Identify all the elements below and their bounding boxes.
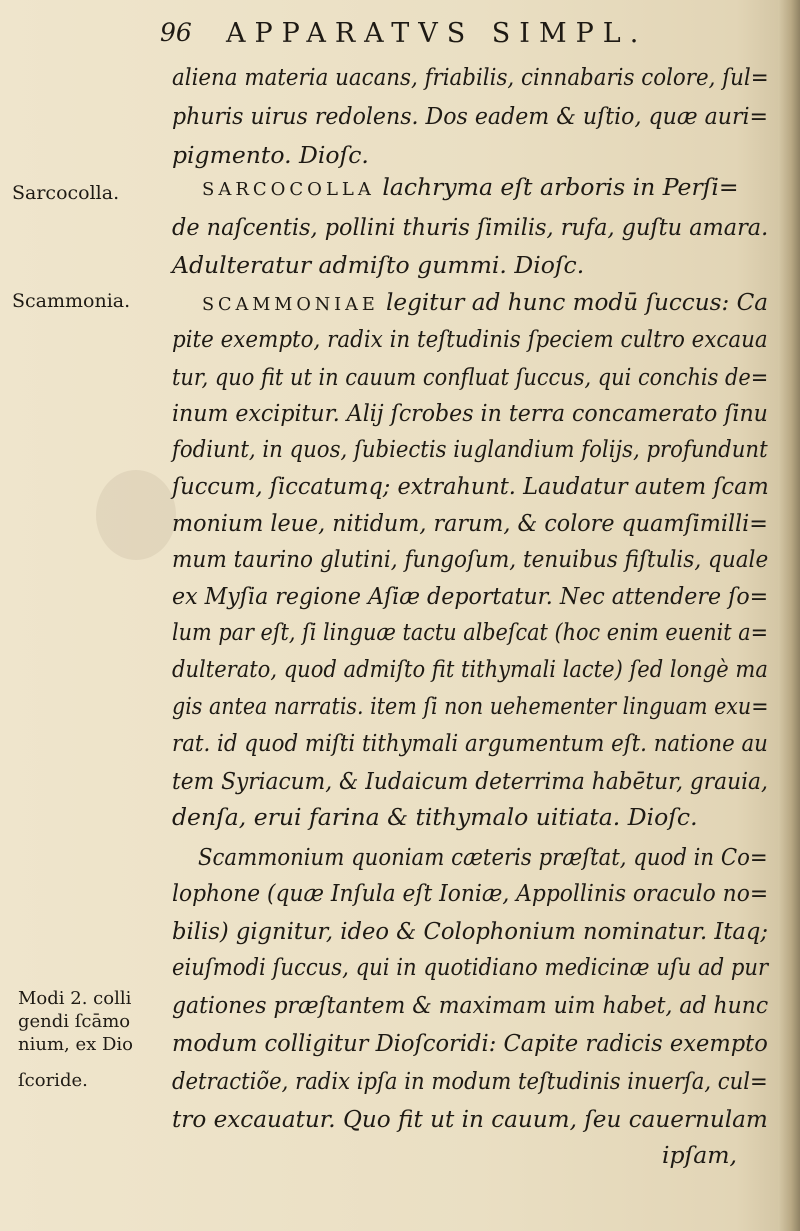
running-header: [160, 14, 720, 56]
paper-stain: [96, 470, 176, 560]
line-text: lophone (quæ Inſula eſt Ioniæ, Appollinis oraculo no=: [172, 879, 769, 907]
line-text: denſa, erui farina & tithymalo uitiata. Dioſc.: [172, 803, 698, 831]
text-line: [198, 842, 768, 872]
text-line: [172, 766, 768, 796]
page-number: 96: [160, 18, 192, 47]
text-line: [172, 916, 768, 946]
margin-note-scammonia: Scammonia.: [12, 290, 131, 312]
text-line: [172, 581, 768, 611]
text-line: [172, 617, 768, 647]
line-text: eiuſmodi ſuccus, qui in quotidiano medicinæ uſu ad pur: [172, 953, 769, 981]
line-text: gationes præſtantem & maximam uim habet, ad hunc: [172, 991, 769, 1019]
entry-heading: SARCOCOLLA: [202, 179, 375, 200]
line-text: tur, quo fit ut in cauum confluat ſuccus, qui conchis de=: [172, 363, 769, 391]
text-line: [172, 140, 369, 170]
text-line: [172, 728, 768, 758]
text-line: [172, 101, 768, 131]
line-text: mum taurino glutini, fungoſum, tenuibus fiſtulis, quale: [172, 545, 769, 573]
text-line: [172, 434, 768, 464]
text-line: [172, 62, 769, 92]
line-text: Scammonium quoniam cæteris præſtat, quod in Co=: [198, 843, 768, 871]
text-line: [172, 212, 768, 242]
margin-note-line: gendi ſcāmo: [18, 1011, 131, 1032]
text-line: [172, 1104, 768, 1134]
line-text: lachryma eſt arboris in Perſi=: [374, 173, 739, 201]
text-line: [172, 1066, 768, 1096]
line-text: de naſcentis, pollini thuris ſimilis, rufa, guſtu amara.: [172, 213, 769, 241]
line-text: fodiunt, in quos, ſubiectis iuglandium folijs, profundunt: [172, 435, 768, 463]
line-text: aliena materia uacans, friabilis, cinnabaris colore, ſul=: [172, 63, 769, 91]
text-line: [172, 544, 768, 574]
text-line: [202, 287, 768, 320]
line-text: ſuccum, ſiccatumq; extrahunt. Laudatur autem ſcam: [172, 472, 769, 500]
line-text: tem Syriacum, & Iudaicum deterrima habētur, grauia,: [172, 767, 768, 795]
margin-note-line: ſcoride.: [18, 1070, 88, 1091]
line-text: rat. id quod miſti tithymali argumentum eſt. natione au: [172, 729, 768, 757]
margin-note-line: nium, ex Dio: [18, 1034, 134, 1055]
page-edge: [778, 0, 800, 1231]
line-text: lum par eſt, ſi linguæ tactu albeſcat (hoc enim euenit a=: [172, 618, 769, 646]
text-line: [172, 250, 584, 280]
text-line: [202, 172, 739, 205]
line-text: tro excauatur. Quo fit ut in cauum, ſeu cauernulam: [172, 1105, 768, 1133]
text-line: [172, 802, 698, 832]
running-title: APPARATVS SIMPL.: [226, 18, 648, 49]
line-text: dulterato, quod admiſto fit tithymali lacte) ſed longè ma: [172, 655, 768, 683]
line-text: modum colligitur Dioſcoridi: Capite radicis exempto: [172, 1029, 768, 1057]
text-line: [172, 398, 768, 428]
line-text: monium leue, nitidum, rarum, & colore quamſimilli=: [172, 509, 768, 537]
text-line: [172, 878, 768, 908]
text-line: [662, 1140, 737, 1170]
line-text: detractiõe, radix ipſa in modum teſtudinis inuerſa, cul=: [172, 1067, 768, 1095]
text-line: [172, 654, 768, 684]
line-text: gis antea narratis. item ſi non uehementer linguam exu=: [172, 692, 769, 720]
line-text: ipſam,: [662, 1141, 738, 1169]
line-text: pite exempto, radix in teſtudinis ſpeciem cultro excaua: [172, 325, 768, 353]
text-line: [172, 1028, 768, 1058]
margin-note-sarcocolla: Sarcocolla.: [12, 182, 120, 204]
line-text: inum excipitur. Alij ſcrobes in terra concamerato ſinu: [172, 399, 768, 427]
text-line: [172, 990, 768, 1020]
line-text: pigmento. Dioſc.: [172, 141, 369, 169]
text-line: [172, 952, 768, 982]
text-line: [172, 508, 768, 538]
text-line: [172, 324, 768, 354]
margin-note-line: Modi 2. colli: [18, 988, 132, 1009]
text-line: [172, 691, 769, 721]
line-text: legitur ad hunc modū ſuccus: Ca: [378, 288, 769, 316]
line-text: phuris uirus redolens. Dos eadem & uſtio, quæ auri=: [172, 102, 769, 130]
entry-heading: SCAMMONIAE: [202, 294, 379, 315]
line-text: bilis) gignitur, ideo & Colophonium nominatur. Itaq;: [172, 917, 769, 945]
line-text: Adulteratur admiſto gummi. Dioſc.: [172, 251, 585, 279]
line-text: ex Myſia regione Aſiæ deportatur. Nec attendere ſo=: [172, 582, 769, 610]
text-line: [172, 362, 768, 392]
text-line: [172, 471, 769, 501]
